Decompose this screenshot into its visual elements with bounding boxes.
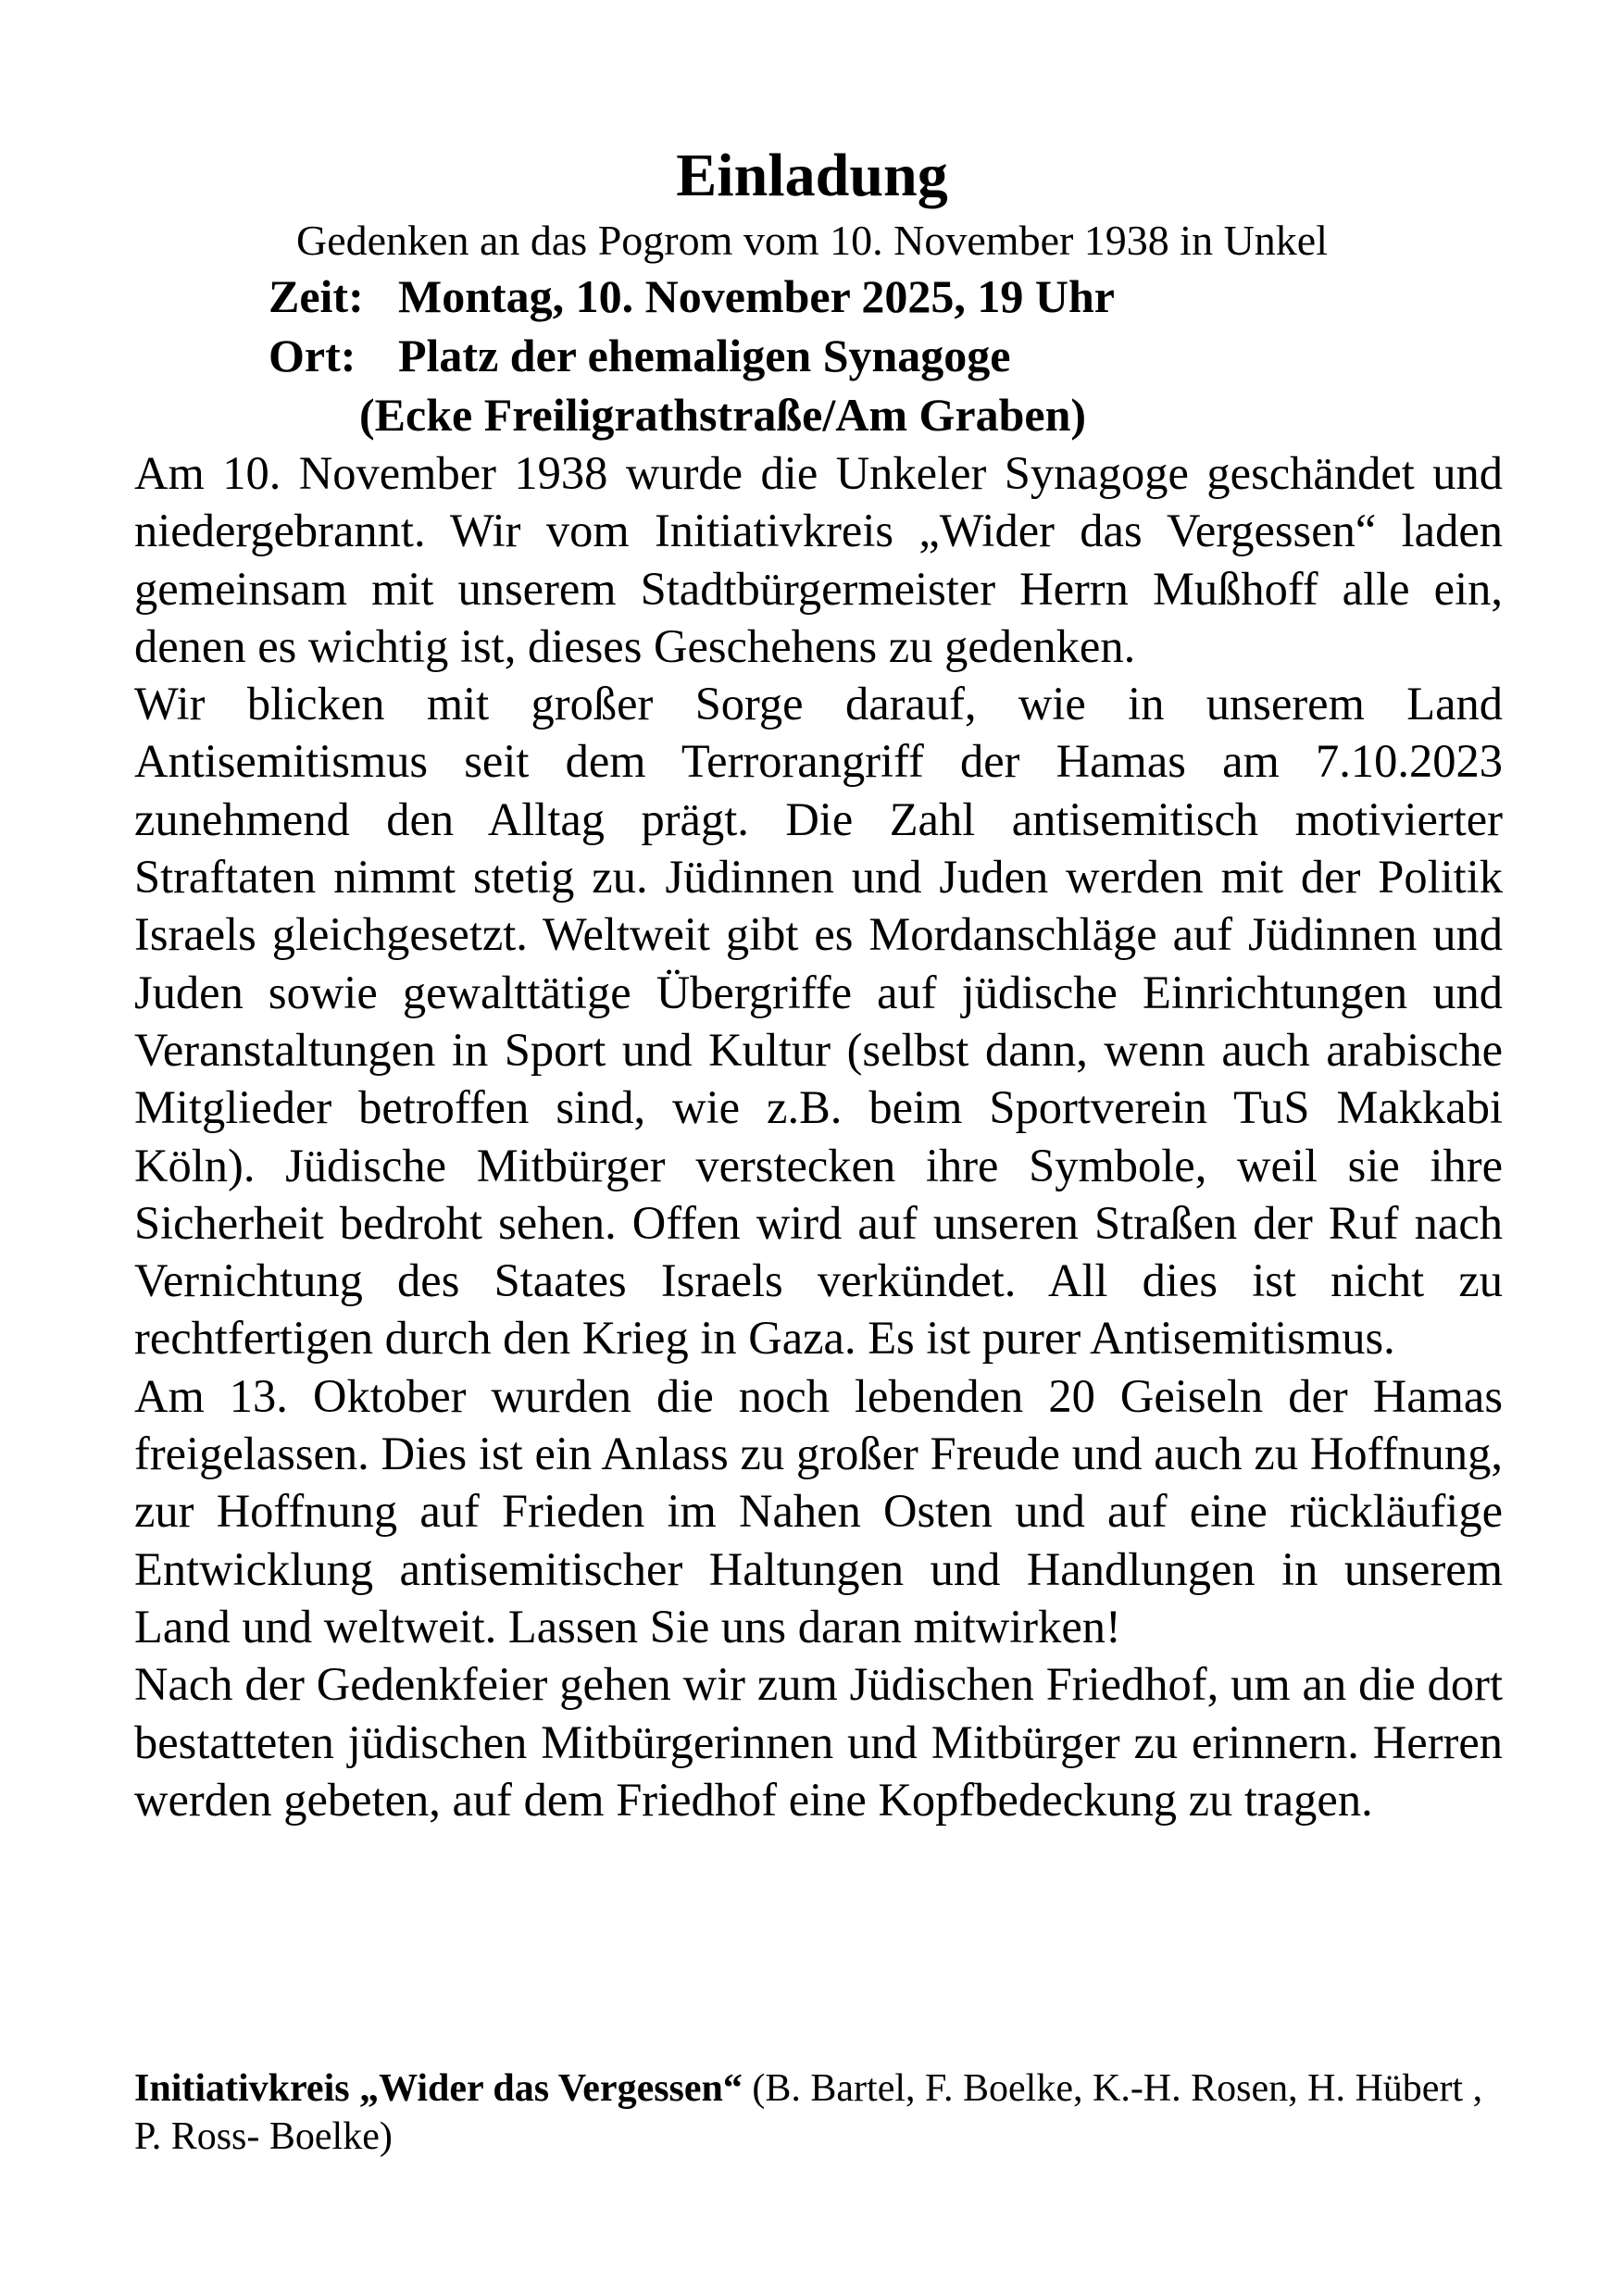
subtitle: Gedenken an das Pogrom vom 10. November 1938 in Unkel — [295, 217, 1329, 264]
time-value: Montag, 10. November 2025, 19 Uhr — [398, 270, 1115, 322]
paragraph-hostages: Am 13. Oktober wurden die noch lebenden 20 Geiseln der Hamas freigelassen. Dies ist ein Anlass zu großer Freude und auch zu Hoffnung, zur Hoffnung auf Frieden im Nahen Osten und auf eine rückläufige Entwicklung antisemitischer Haltungen und Handlungen in unserem Land und weltweit. Lassen Sie uns daran mitwirken! — [134, 1369, 1503, 1653]
place-value: Platz der ehemaligen Synagoge — [398, 330, 1011, 381]
paragraph-intro: Am 10. November 1938 wurde die Unkeler Synagoge geschändet und niedergebrannt. Wir vom Initiativkreis „Wider das Vergessen“ laden gemeinsam mit unserem Stadtbürgermeister Herrn Mußhoff alle ein, denen es wichtig ist, dieses Geschehens zu gedenken. — [134, 447, 1503, 672]
signature — [134, 2064, 1505, 2161]
place-label: Ort: — [269, 330, 356, 381]
event-place — [269, 328, 1011, 383]
event-place-detail: (Ecke Freiligrathstraße/Am Graben) — [359, 389, 1087, 441]
organization-members: (B. Bartel, F. Boelke, K.-H. Rosen, H. Hübert , P. Ross- Boelke) — [134, 2067, 1483, 2158]
event-time — [269, 268, 1115, 324]
paragraph-cemetery: Nach der Gedenkfeier gehen wir zum Jüdischen Friedhof, um an die dort bestatteten jüdischen Mitbürgerinnen und Mitbürger zu erinnern. Herren werden gebeten, auf dem Friedhof eine Kopfbedeckung zu tragen. — [134, 1658, 1503, 1826]
page-title: Einladung — [676, 142, 948, 209]
body-text — [134, 444, 1503, 1828]
organization-name: Initiativkreis „Wider das Vergessen“ — [134, 2067, 743, 2110]
time-label: Zeit: — [269, 270, 364, 322]
paragraph-antisemitism: Wir blicken mit großer Sorge darauf, wie in unserem Land Antisemitismus seit dem Terrorangriff der Hamas am 7.10.2023 zunehmend den Alltag prägt. Die Zahl antisemitisch motivierter Straftaten nimmt stetig zu. Jüdinnen und Juden werden mit der Politik Israels gleichgesetzt. Weltweit gibt es Mordanschläge auf Jüdinnen und Juden sowie gewalttätige Übergriffe auf jüdische Einrichtungen und Veranstaltungen in Sport und Kultur (selbst dann, wenn auch arabische Mitglieder betroffen sind, wie z.B. beim Sportverein TuS Makkabi Köln). Jüdische Mitbürger verstecken ihre Symbole, weil sie ihre Sicherheit bedroht sehen. Offen wird auf unseren Straßen der Ruf nach Vernichtung des Staates Israels verkündet. All dies ist nicht zu rechtfertigen durch den Krieg in Gaza. Es ist purer Antisemitismus. — [134, 678, 1503, 1365]
